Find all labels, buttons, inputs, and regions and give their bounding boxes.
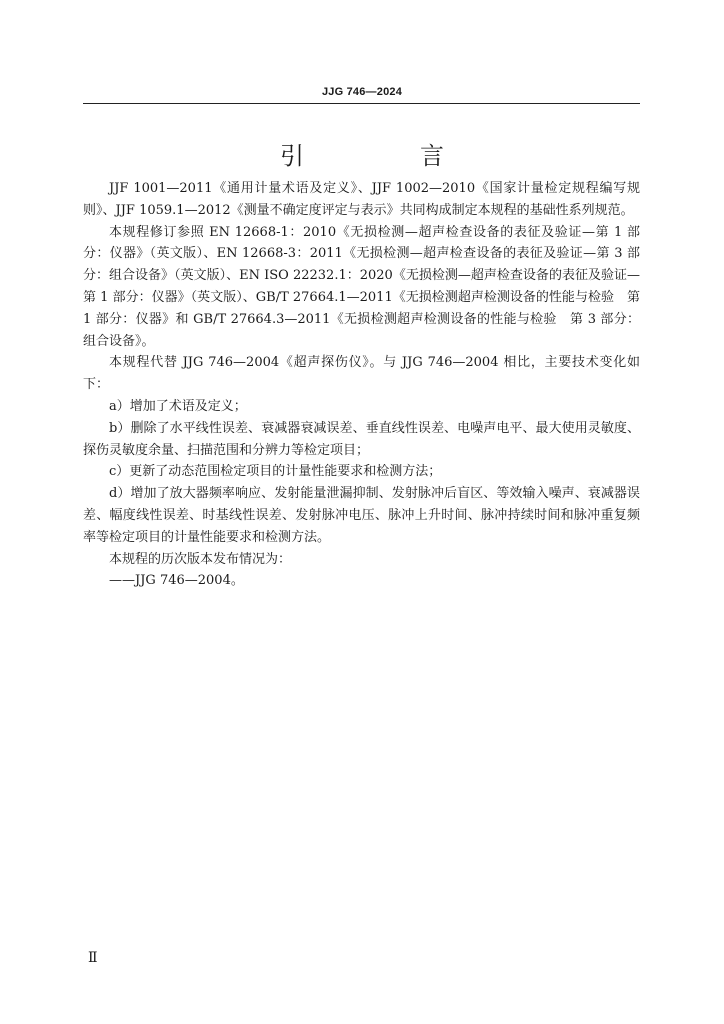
paragraph-version-history: 本规程的历次版本发布情况为： xyxy=(109,551,292,567)
body-text xyxy=(83,178,640,592)
page-number: Ⅱ xyxy=(88,950,98,966)
section-title: 引 言 xyxy=(280,142,490,170)
paragraph-previous-version: ——JJG 746—2004。 xyxy=(109,573,244,589)
list-item-a: a）增加了术语及定义； xyxy=(109,398,247,414)
paragraph-replacement: 本规程代替 JJG 746—2004《超声探伤仪》。与 JJG 746—2004 相比，主要技术变化如下： xyxy=(83,355,640,393)
list-item-d: d）增加了放大器频率响应、发射能量泄漏抑制、发射脉冲后盲区、等效输入噪声、衰减器误差、幅度线性误差、时基线性误差、发射脉冲电压、脉冲上升时间、脉冲持续时间和脉冲重复频率等检定项目的计量性能要求和检测方法。 xyxy=(83,486,640,545)
header-rule xyxy=(83,103,640,104)
running-header: JJG 746—2024 xyxy=(321,86,403,98)
list-item-b: b）删除了水平线性误差、衰减器衰减误差、垂直线性误差、电噪声电平、最大使用灵敏度、探伤灵敏度余量、扫描范围和分辨力等检定项目； xyxy=(83,420,640,458)
list-item-c: c）更新了动态范围检定项目的计量性能要求和检测方法； xyxy=(109,464,442,480)
paragraph-revision-basis: 本规程修订参照 EN 12668-1：2010《无损检测—超声检查设备的表征及验证—第 1 部分：仪器》（英文版）、EN 12668-3：2011《无损检测—超声检查设备的表征及验证—第 3 部分：组合设备》（英文版）、EN ISO 22232.1：2020《无损检测—超声检查设备的表征及验证—第 1 部分：仪器》（英文版）、GB/T 27664.1—2011《无损检测超声检测设备的性能与检验 第 1 部分：仪器》和 GB/T 27664.3—2011《无损检测超声检测设备的性能与检验 第 3 部分：组合设备》。 xyxy=(83,224,640,349)
paragraph-normative-references: JJF 1001—2011《通用计量术语及定义》、JJF 1002—2010《国家计量检定规程编写规则》、JJF 1059.1—2012《测量不确定度评定与表示》共同构成制定本规程的基础性系列规范。 xyxy=(83,181,640,218)
